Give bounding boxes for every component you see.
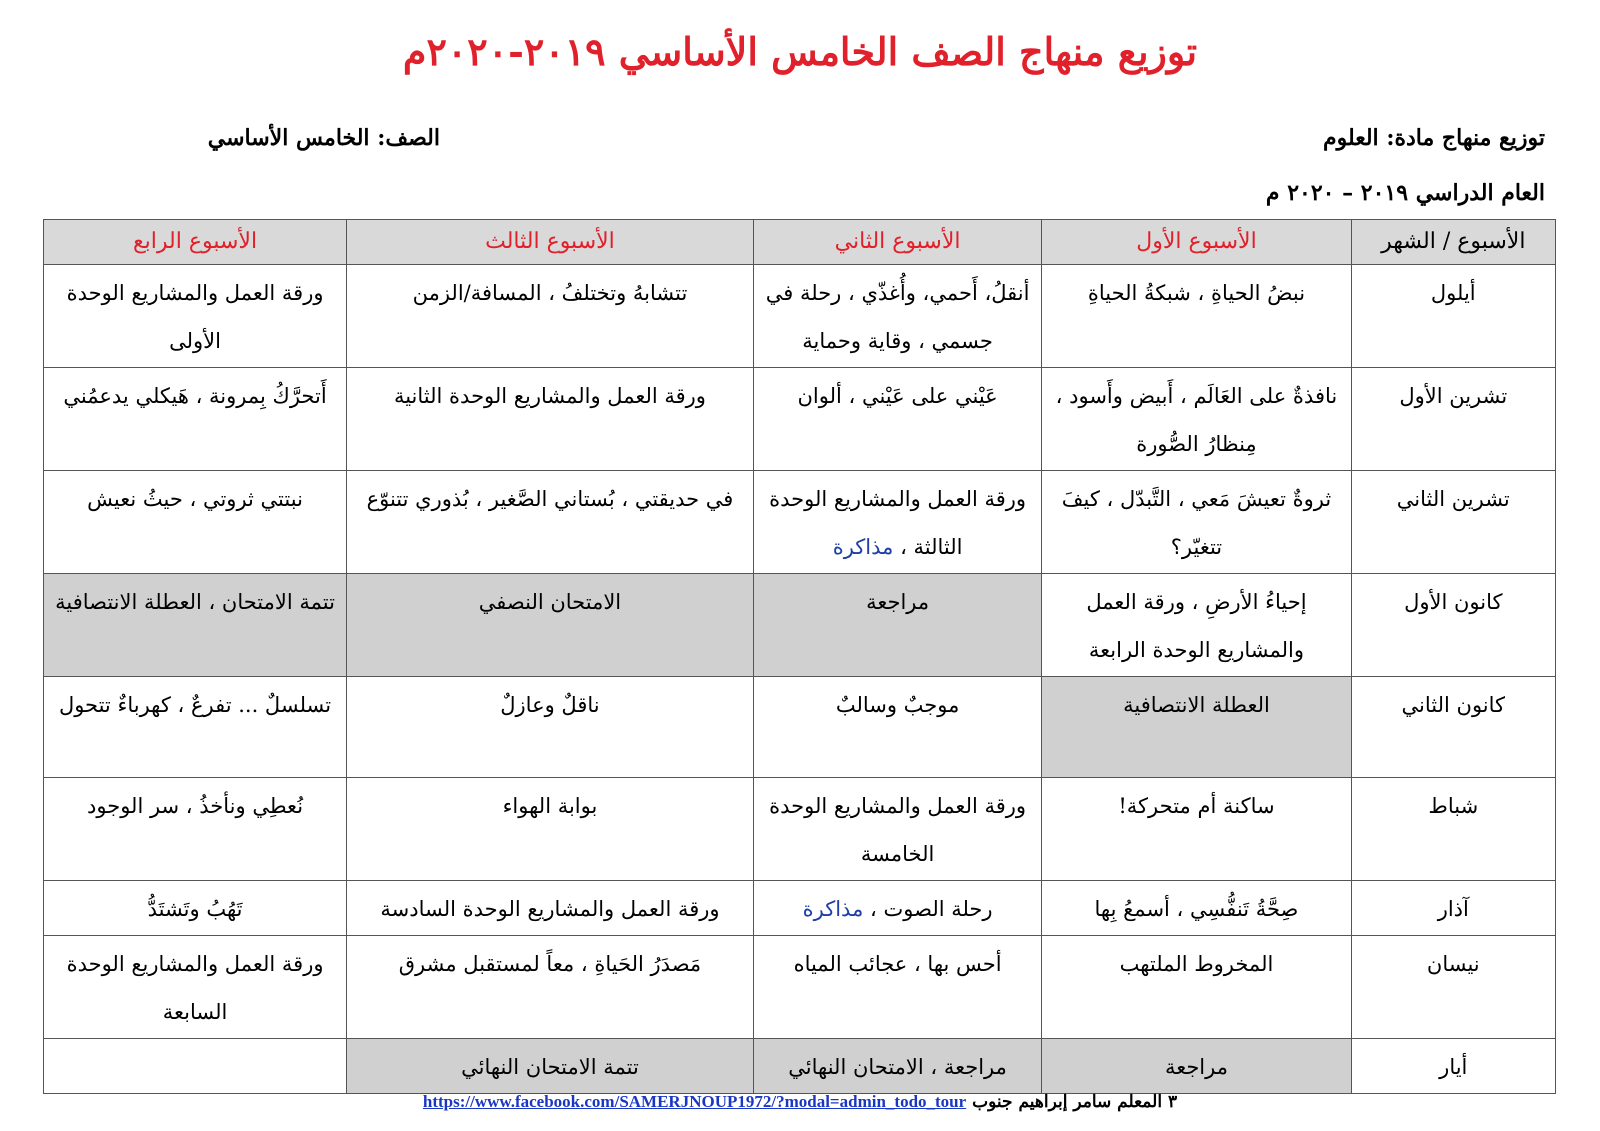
- week-2-cell: مراجعة ، الامتحان النهائي: [753, 1039, 1041, 1094]
- week-1-cell: المخروط الملتهب: [1042, 936, 1351, 1039]
- week-4-cell: تتمة الامتحان ، العطلة الانتصافية: [44, 574, 347, 677]
- month-cell: آذار: [1351, 881, 1555, 936]
- week-4-cell: ورقة العمل والمشاريع الوحدة الأولى: [44, 265, 347, 368]
- week-4-cell: أَتحرَّكُ بِمرونة ، هَيكلي يدعمُني: [44, 368, 347, 471]
- week-1-cell: صِحَّةُ تَنفُّسِي ، أسمعُ بِها: [1042, 881, 1351, 936]
- week-1-cell: إحياءُ الأرضِ ، ورقة العمل والمشاريع الوحدة الرابعة: [1042, 574, 1351, 677]
- table-row: [44, 1039, 1556, 1094]
- week-2-cell: [753, 471, 1041, 574]
- week-4-cell: نُعطِي ونأخذُ ، سر الوجود: [44, 778, 347, 881]
- cell-text: ورقة العمل والمشاريع الوحدة الثالثة ،: [769, 487, 1027, 559]
- week-2-cell: مراجعة: [753, 574, 1041, 677]
- week-3-cell: تتمة الامتحان النهائي: [347, 1039, 754, 1094]
- table-row: [44, 778, 1556, 881]
- week-2-cell: عَيْني على عَيْني ، ألوان: [753, 368, 1041, 471]
- table-header-row: [44, 220, 1556, 265]
- subject-label: توزيع منهاج مادة: العلوم: [1322, 125, 1545, 151]
- table-row: [44, 574, 1556, 677]
- week-1-cell: نبضُ الحياةِ ، شبكةُ الحياةِ: [1042, 265, 1351, 368]
- week-3-cell: الامتحان النصفي: [347, 574, 754, 677]
- week-2-cell: [753, 881, 1041, 936]
- month-cell: شباط: [1351, 778, 1555, 881]
- page-number: ٣: [1167, 1092, 1178, 1112]
- week-3-cell: ورقة العمل والمشاريع الوحدة السادسة: [347, 881, 754, 936]
- header-week-month: الأسبوع / الشهر: [1351, 220, 1555, 265]
- week-1-cell: مراجعة: [1042, 1039, 1351, 1094]
- cell-text: رحلة الصوت ،: [870, 897, 993, 921]
- header-week-3: الأسبوع الثالث: [347, 220, 754, 265]
- month-cell: تشرين الثاني: [1351, 471, 1555, 574]
- month-cell: كانون الثاني: [1351, 677, 1555, 778]
- table-row: [44, 677, 1556, 778]
- week-2-cell: ورقة العمل والمشاريع الوحدة الخامسة: [753, 778, 1041, 881]
- table-row: [44, 368, 1556, 471]
- header-week-2: الأسبوع الثاني: [753, 220, 1041, 265]
- header-week-4: الأسبوع الرابع: [44, 220, 347, 265]
- week-3-cell: بوابة الهواء: [347, 778, 754, 881]
- page-title: توزيع منهاج الصف الخامس الأساسي ٢٠١٩-٢٠٢٠م: [402, 29, 1198, 74]
- month-cell: أيار: [1351, 1039, 1555, 1094]
- week-4-cell: ورقة العمل والمشاريع الوحدة السابعة: [44, 936, 347, 1039]
- week-1-cell: نافذةٌ على العَالَم ، أَبيض وأَسود ، مِنظارُ الصُّورة: [1042, 368, 1351, 471]
- table-row: [44, 936, 1556, 1039]
- week-3-cell: ورقة العمل والمشاريع الوحدة الثانية: [347, 368, 754, 471]
- curriculum-table: [43, 219, 1556, 1094]
- week-1-cell: ساكنة أم متحركة!: [1042, 778, 1351, 881]
- page-footer: [0, 1092, 1600, 1112]
- week-3-cell: ناقلٌ وعازلٌ: [347, 677, 754, 778]
- table-row: [44, 265, 1556, 368]
- week-4-cell: نبتتي ثروتي ، حيثُ نعيش: [44, 471, 347, 574]
- table-row: [44, 471, 1556, 574]
- week-3-cell: مَصدَرُ الحَياةِ ، معاً لمستقبل مشرق: [347, 936, 754, 1039]
- week-4-cell: تسلسلٌ ... تفرعٌ ، كهرباءٌ تتحول: [44, 677, 347, 778]
- class-label: الصف: الخامس الأساسي: [207, 125, 440, 151]
- week-3-cell: تتشابهُ وتختلفُ ، المسافة/الزمن: [347, 265, 754, 368]
- table-row: [44, 881, 1556, 936]
- week-2-cell: أنقلُ، أَحمي، وأُغذّي ، رحلة في جسمي ، وقاية وحماية: [753, 265, 1041, 368]
- week-2-cell: أحس بها ، عجائب المياه: [753, 936, 1041, 1039]
- quiz-highlight: مذاكرة: [832, 535, 894, 559]
- facebook-link[interactable]: https://www.facebook.com/SAMERJNOUP1972/?modal=admin_todo_tour: [422, 1092, 967, 1111]
- week-1-cell: العطلة الانتصافية: [1042, 677, 1351, 778]
- header-week-1: الأسبوع الأول: [1042, 220, 1351, 265]
- month-cell: تشرين الأول: [1351, 368, 1555, 471]
- week-4-cell: تَهُبُ وتَشتَدُّ: [44, 881, 347, 936]
- author-name: المعلم سامر إبراهيم جنوب: [972, 1092, 1163, 1112]
- week-2-cell: موجبٌ وسالبٌ: [753, 677, 1041, 778]
- week-4-cell: [44, 1039, 347, 1094]
- week-3-cell: في حديقتي ، بُستاني الصَّغير ، بُذوري تتنوّع: [347, 471, 754, 574]
- quiz-highlight: مذاكرة: [802, 897, 864, 921]
- month-cell: كانون الأول: [1351, 574, 1555, 677]
- academic-year-label: العام الدراسي ٢٠١٩ – ٢٠٢٠ م: [1265, 180, 1545, 206]
- month-cell: أيلول: [1351, 265, 1555, 368]
- month-cell: نيسان: [1351, 936, 1555, 1039]
- week-1-cell: ثروةٌ تعيشَ مَعي ، التَّبدّل ، كيفَ تتغيّر؟: [1042, 471, 1351, 574]
